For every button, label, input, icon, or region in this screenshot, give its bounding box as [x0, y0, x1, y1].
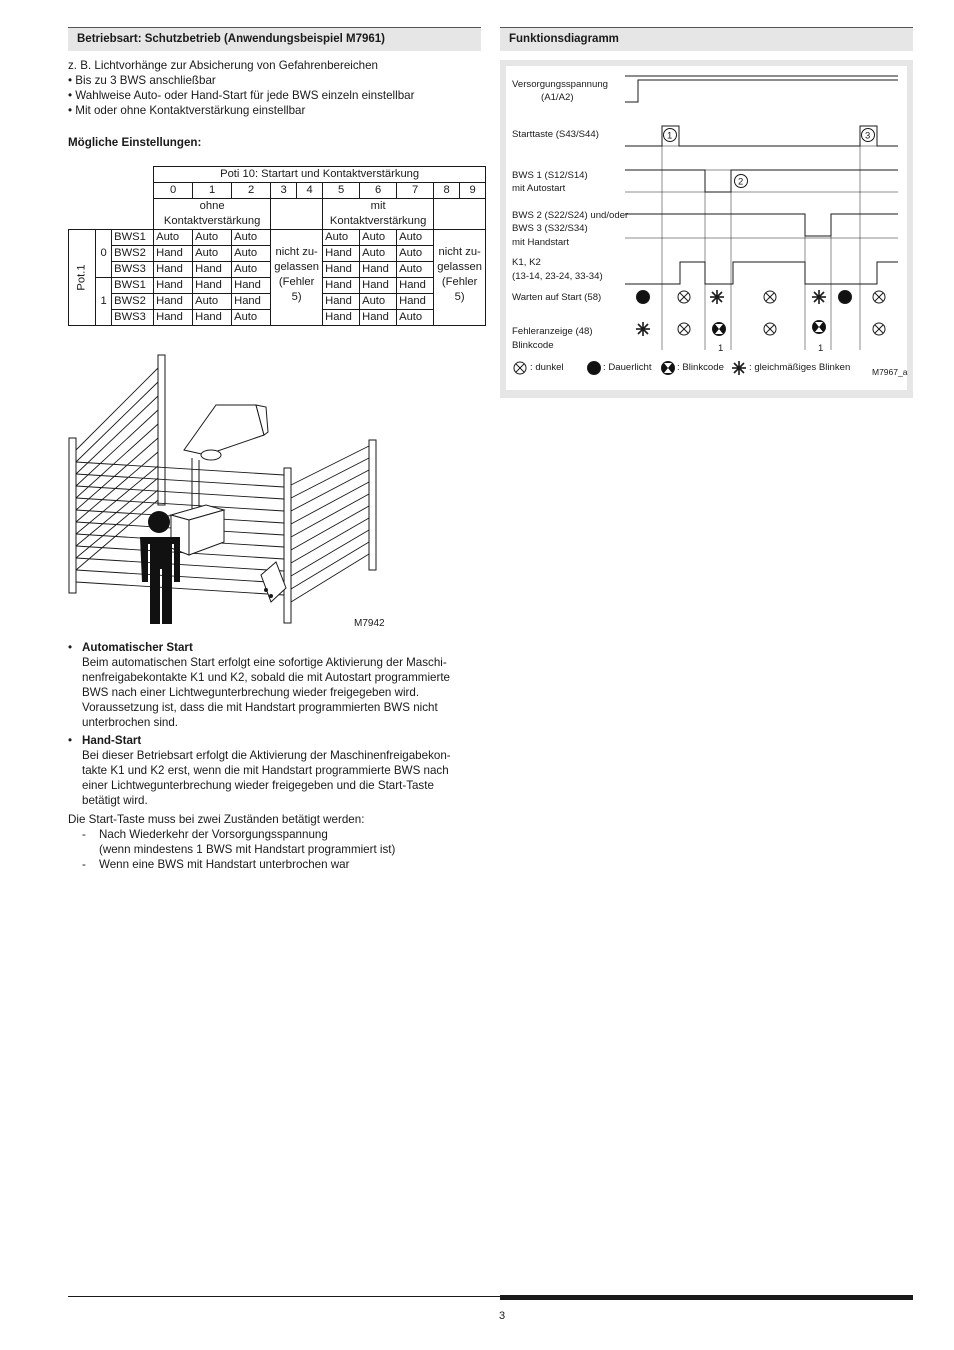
label-bws2: BWS 2 (S22/S24) und/oder	[512, 210, 629, 221]
nicht-line: (Fehler	[278, 276, 315, 288]
table-cell: Auto	[397, 246, 434, 262]
table-cell: Hand	[397, 278, 434, 294]
start-item: (wenn mindestens 1 BWS mit Handstart programmiert ist)	[99, 843, 396, 856]
start-item: Nach Wiederkehr der Vorsorgungsspannung	[99, 828, 328, 841]
nicht-line: nicht zu-	[438, 246, 481, 258]
table-cell: Auto	[232, 230, 271, 246]
marker-3: 3	[865, 130, 871, 142]
footer-rule-thin	[68, 1296, 500, 1297]
table-cell: Hand	[360, 278, 397, 294]
label-versorgung: Versorgungsspannung	[512, 79, 609, 90]
table-cell: Auto	[360, 230, 397, 246]
table-cell: Hand	[232, 294, 271, 310]
ohne-label: ohne	[199, 200, 225, 212]
intro-list	[68, 58, 414, 118]
nicht-line: 5)	[291, 291, 302, 303]
paragraph-line: nenfreigabekontakte K1 und K2, sobald die mit Autostart programmierte	[82, 671, 450, 684]
label-bws1b: mit Autostart	[512, 183, 566, 194]
table-cell: Hand	[323, 310, 360, 326]
table-cell: Hand	[323, 278, 360, 294]
table-cell: Hand	[154, 262, 193, 278]
intro-line: • Wahlweise Auto- oder Hand-Start für jede BWS einzeln einstellbar	[68, 89, 415, 102]
dunkel-icon	[678, 291, 690, 303]
digit-cell: 1	[193, 183, 232, 199]
bullet-icon: •	[68, 734, 73, 747]
start-taste-section	[68, 812, 395, 872]
auto-start-section	[68, 640, 450, 730]
table-cell: Hand	[154, 310, 193, 326]
digit-cell: 5	[323, 183, 360, 199]
label-bws3b: mit Handstart	[512, 237, 570, 248]
digit-cell: 6	[360, 183, 397, 199]
bws-label: BWS3	[112, 262, 154, 278]
paragraph-line: Voraussetzung ist, dass die mit Handstart programmierten BWS nicht	[82, 701, 438, 714]
kontakt-label: Kontaktverstärkung	[329, 215, 427, 227]
digit-cell: 2	[232, 183, 271, 199]
intro-line: z. B. Lichtvorhänge zur Absicherung von Gefahrenbereichen	[68, 59, 379, 72]
poti10-header: Poti 10: Startart und Kontaktverstärkung	[154, 167, 486, 183]
bws-label: BWS1	[112, 230, 154, 246]
bws-label: BWS2	[112, 294, 154, 310]
paragraph-line: einer Lichtwegunterbrechung wieder freigegeben und die Start-Taste	[82, 779, 434, 792]
nicht-line: nicht zu-	[275, 246, 318, 258]
pot1-label-cell	[69, 230, 96, 326]
dunkel-icon	[873, 323, 885, 335]
dunkel-icon	[678, 323, 690, 335]
footer-rule-thick	[500, 1295, 913, 1300]
table-cell: Auto	[193, 294, 232, 310]
dash: -	[82, 858, 86, 871]
settings-table	[68, 166, 486, 326]
table-cell: Hand	[397, 294, 434, 310]
label-bws3: BWS 3 (S32/S34)	[512, 223, 588, 234]
table-cell: Hand	[323, 294, 360, 310]
table-cell: Hand	[232, 278, 271, 294]
nicht-line: gelassen	[437, 261, 483, 273]
table-cell: Auto	[232, 310, 271, 326]
label-starttaste: Starttaste (S43/S44)	[512, 129, 599, 140]
paragraph-line: takte K1 und K2 erst, wenn die mit Handstart programmierte BWS nach	[82, 764, 449, 777]
digit-cell: 8	[434, 183, 460, 199]
digit-cell: 9	[460, 183, 486, 199]
label-a1a2: (A1/A2)	[541, 92, 574, 103]
table-cell: Hand	[193, 310, 232, 326]
bws-label: BWS1	[112, 278, 154, 294]
ohne-kontakt-cell	[154, 199, 271, 230]
dauerlicht-icon	[839, 291, 852, 304]
blinken-icon	[710, 290, 724, 304]
digit-cell: 0	[154, 183, 193, 199]
label-fehler: Fehleranzeige (48)	[512, 326, 593, 337]
dunkel-icon	[873, 291, 885, 303]
marker-2: 2	[738, 176, 744, 188]
mit-kontakt-cell	[323, 199, 434, 230]
paragraph-line: unterbrochen sind.	[82, 716, 179, 729]
blinkcode-icon	[813, 321, 826, 334]
intro-line: • Bis zu 3 BWS anschließbar	[68, 74, 216, 87]
pot-value-cell: 0	[96, 230, 112, 278]
legend-dunkel: : dunkel	[530, 362, 564, 373]
timing-diagram	[500, 60, 913, 398]
legend-blinkcode: : Blinkcode	[677, 362, 724, 373]
page-number: 3	[499, 1310, 506, 1322]
paragraph-line: BWS nach einer Lichtwegunterbrechung wieder freigegeben wird.	[82, 686, 420, 699]
table-cell: Auto	[193, 230, 232, 246]
label-kb: (13-14, 23-24, 33-34)	[512, 271, 603, 282]
legend-dunkel-icon	[514, 362, 526, 374]
table-cell: Hand	[360, 310, 397, 326]
table-cell: Auto	[397, 230, 434, 246]
nicht-line: 5)	[454, 291, 465, 303]
blinken-icon	[812, 290, 826, 304]
legend-blinkcode-icon	[662, 362, 675, 375]
nicht-zugelassen-cell	[434, 230, 486, 326]
blink-count: 1	[818, 343, 824, 354]
table-cell: Auto	[232, 246, 271, 262]
blinkcode-icon	[713, 323, 726, 336]
digit-cell: 7	[397, 183, 434, 199]
table-cell: Hand	[154, 278, 193, 294]
section-header-betriebsart	[68, 27, 481, 51]
hand-start-section	[68, 733, 451, 808]
label-warten: Warten auf Start (58)	[512, 292, 602, 303]
digit-cell: 3	[271, 183, 297, 199]
table-cell: Hand	[154, 246, 193, 262]
dunkel-icon	[764, 291, 776, 303]
start-item: Wenn eine BWS mit Handstart unterbrochen war	[99, 858, 350, 871]
table-cell: Hand	[193, 262, 232, 278]
pot-value-cell: 1	[96, 278, 112, 326]
bws-label: BWS2	[112, 246, 154, 262]
table-cell: Auto	[360, 294, 397, 310]
table-cell: Auto	[360, 246, 397, 262]
mit-label: mit	[370, 200, 386, 212]
kontakt-label: Kontaktverstärkung	[163, 215, 261, 227]
legend-dauerlicht-icon	[588, 362, 601, 375]
pot1-label: Pot.1	[75, 264, 88, 291]
empty-cell	[271, 199, 323, 230]
digit-cell: 4	[297, 183, 323, 199]
intro-line: • Mit oder ohne Kontaktverstärkung einstellbar	[68, 104, 306, 117]
table-cell: Hand	[154, 294, 193, 310]
marker-1: 1	[667, 130, 673, 142]
table-cell: Auto	[323, 230, 360, 246]
label-blink: Blinkcode	[512, 340, 554, 351]
table-cell: Auto	[232, 262, 271, 278]
dauerlicht-icon	[637, 291, 650, 304]
paragraph-line: Beim automatischen Start erfolgt eine sofortige Aktivierung der Maschi-	[82, 656, 447, 669]
nicht-zugelassen-cell	[271, 230, 323, 326]
paragraph-line: Bei dieser Betriebsart erfolgt die Aktivierung der Maschinenfreigabekon-	[82, 749, 451, 762]
paragraph-line: betätigt wird.	[82, 794, 148, 807]
table-cell: Hand	[323, 246, 360, 262]
hand-start-title: Hand-Start	[82, 734, 142, 747]
section-header-text: Betriebsart: Schutzbetrieb (Anwendungsbeispiel M7961)	[77, 33, 386, 45]
table-cell: Auto	[397, 310, 434, 326]
blink-count: 1	[718, 343, 724, 354]
settings-title: Mögliche Einstellungen:	[68, 136, 202, 149]
bullet-icon: •	[68, 641, 73, 654]
label-k: K1, K2	[512, 257, 541, 268]
legend-gleich: : gleichmäßiges Blinken	[749, 362, 851, 373]
bws-label: BWS3	[112, 310, 154, 326]
diagram-code: M7967_a	[872, 367, 908, 377]
table-cell: Auto	[154, 230, 193, 246]
table-cell: Auto	[397, 262, 434, 278]
safety-area-illustration	[66, 350, 396, 635]
table-cell: Auto	[193, 246, 232, 262]
blinken-icon	[636, 322, 650, 336]
section-header-text: Funktionsdiagramm	[509, 33, 619, 45]
nicht-line: (Fehler	[441, 276, 478, 288]
table-cell: Hand	[360, 262, 397, 278]
auto-start-title: Automatischer Start	[82, 641, 193, 654]
legend-blinken-icon	[732, 361, 746, 375]
illustration-code: M7942	[354, 618, 385, 629]
start-intro: Die Start-Taste muss bei zwei Zuständen betätigt werden:	[68, 813, 365, 826]
legend-dauer: : Dauerlicht	[603, 362, 652, 373]
label-bws1: BWS 1 (S12/S14)	[512, 170, 588, 181]
nicht-line: gelassen	[274, 261, 320, 273]
table-cell: Hand	[193, 278, 232, 294]
empty-cell	[434, 199, 486, 230]
section-header-funktionsdiagramm	[500, 27, 913, 51]
dash: -	[82, 828, 86, 841]
dunkel-icon	[764, 323, 776, 335]
table-cell: Hand	[323, 262, 360, 278]
